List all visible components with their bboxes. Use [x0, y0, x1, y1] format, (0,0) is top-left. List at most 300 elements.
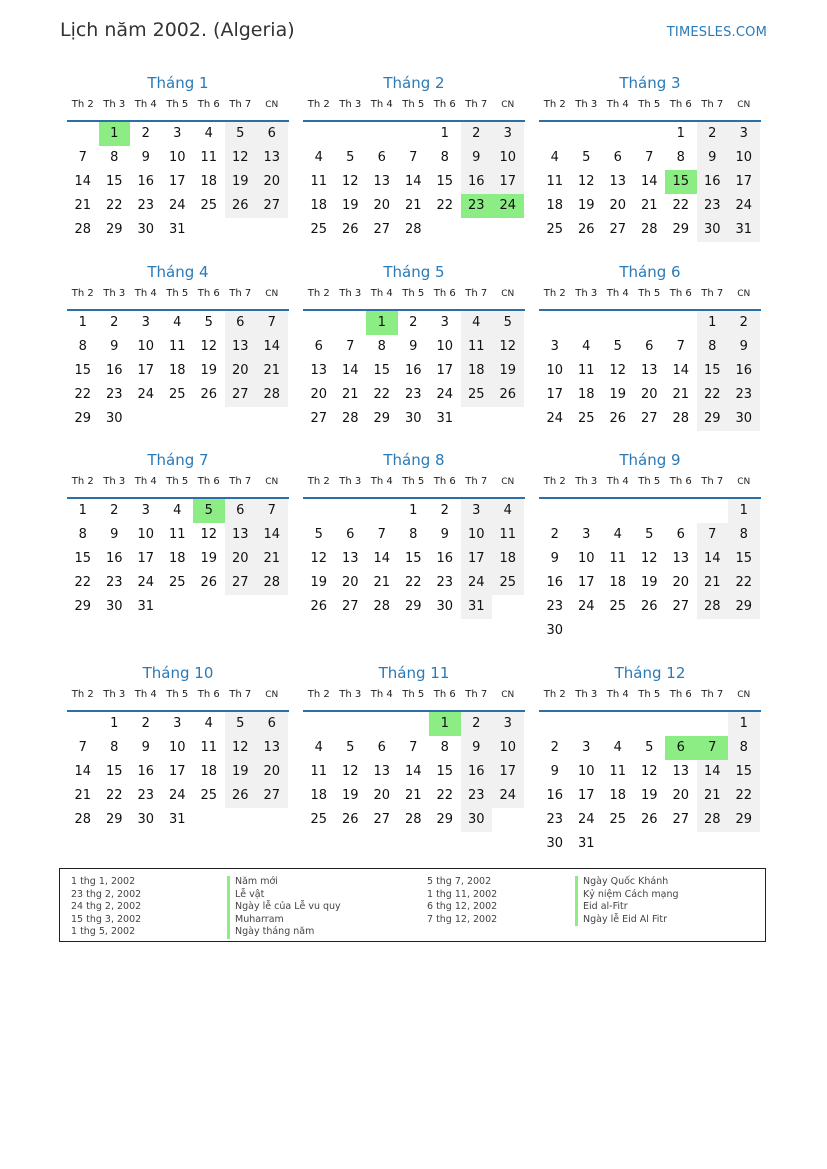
empty-day-cell — [602, 712, 634, 736]
day-cell: 6 — [377, 740, 386, 755]
weekday-label: Th 7 — [229, 689, 252, 700]
weekday-label: CN — [737, 100, 751, 110]
day-cell: 12 — [640, 764, 658, 779]
weekday-header — [539, 475, 761, 499]
empty-day-cell — [539, 122, 571, 146]
weekday-label: Th 2 — [71, 476, 94, 487]
weekday-label: Th 5 — [638, 99, 661, 110]
weekday-label: CN — [265, 690, 279, 700]
day-cell: 16 — [697, 170, 729, 194]
empty-day-cell — [665, 499, 697, 523]
calendar-week — [303, 383, 525, 407]
month-block — [303, 262, 525, 431]
empty-day-cell — [539, 499, 571, 523]
day-cell: 18 — [546, 198, 564, 213]
weekday-label: CN — [265, 100, 279, 110]
day-cell: 22 — [373, 387, 391, 402]
calendar-week — [539, 311, 761, 335]
day-cell: 4 — [314, 740, 323, 755]
day-cell: 20 — [256, 170, 288, 194]
empty-day-cell — [193, 595, 225, 619]
day-cell: 14 — [373, 551, 391, 566]
day-cell: 22 — [436, 788, 454, 803]
weekday-label: Th 3 — [103, 99, 126, 110]
day-cell: 24 — [728, 194, 760, 218]
legend-holiday-name: Năm mới — [227, 876, 341, 889]
day-cell: 28 — [74, 812, 92, 827]
holiday-day-cell: 5 — [193, 499, 225, 523]
weekday-label: CN — [265, 477, 279, 487]
empty-day-cell — [697, 619, 729, 643]
day-cell: 8 — [440, 150, 449, 165]
empty-day-cell — [335, 499, 367, 523]
day-cell: 29 — [105, 812, 123, 827]
calendar-week — [303, 808, 525, 832]
day-cell: 14 — [640, 174, 658, 189]
day-cell: 16 — [105, 363, 123, 378]
day-cell: 24 — [492, 784, 524, 808]
day-cell: 7 — [256, 311, 288, 335]
legend-date: 23 thg 2, 2002 — [71, 888, 142, 900]
empty-day-cell — [461, 218, 493, 242]
day-cell: 21 — [404, 198, 422, 213]
day-cell: 24 — [436, 387, 454, 402]
day-cell: 26 — [341, 222, 359, 237]
calendar-week — [303, 547, 525, 571]
day-cell: 19 — [609, 387, 627, 402]
day-cell: 6 — [676, 527, 685, 542]
day-cell: 30 — [697, 218, 729, 242]
day-cell: 20 — [672, 575, 690, 590]
empty-day-cell — [697, 712, 729, 736]
day-cell: 5 — [225, 122, 257, 146]
day-cell: 23 — [105, 387, 123, 402]
day-cell: 1 — [697, 311, 729, 335]
day-cell: 27 — [225, 383, 257, 407]
calendar-week — [539, 170, 761, 194]
day-cell: 31 — [137, 599, 155, 614]
day-cell: 1 — [78, 503, 87, 518]
day-cell: 29 — [74, 411, 92, 426]
day-cell: 27 — [310, 411, 328, 426]
day-cell: 27 — [341, 599, 359, 614]
day-cell: 19 — [341, 788, 359, 803]
day-cell: 11 — [546, 174, 564, 189]
legend-date: 5 thg 7, 2002 — [427, 876, 492, 887]
day-cell: 1 — [78, 315, 87, 330]
legend-holiday-name: Kỷ niệm Cách mạng — [575, 889, 679, 902]
weekday-label: Th 2 — [71, 689, 94, 700]
weekday-label: Th 4 — [370, 476, 393, 487]
calendar-week — [303, 760, 525, 784]
empty-day-cell — [697, 499, 729, 523]
day-cell: 26 — [341, 812, 359, 827]
calendar-week — [539, 499, 761, 523]
calendar-week — [67, 523, 289, 547]
day-cell: 15 — [74, 551, 92, 566]
day-cell: 21 — [74, 788, 92, 803]
day-cell: 25 — [546, 222, 564, 237]
day-cell: 6 — [256, 712, 288, 736]
day-cell: 2 — [440, 503, 449, 518]
weekday-label: Th 7 — [465, 99, 488, 110]
empty-day-cell — [571, 311, 603, 335]
day-cell: 4 — [613, 740, 622, 755]
legend-holiday-name: Muharram — [227, 914, 341, 927]
day-cell: 13 — [256, 146, 288, 170]
weekday-label: CN — [265, 289, 279, 299]
calendar-week — [539, 523, 761, 547]
weekday-label: Th 4 — [606, 689, 629, 700]
month-block — [539, 450, 761, 643]
day-cell: 4 — [173, 315, 182, 330]
month-title: Tháng 3 — [619, 74, 681, 92]
day-cell: 30 — [105, 411, 123, 426]
empty-day-cell — [398, 712, 430, 736]
day-cell: 23 — [137, 198, 155, 213]
holiday-day-cell: 7 — [697, 736, 729, 760]
empty-day-cell — [634, 499, 666, 523]
day-cell: 10 — [168, 740, 186, 755]
day-cell: 2 — [461, 122, 493, 146]
weekday-label: Th 4 — [370, 689, 393, 700]
calendar-week — [303, 571, 525, 595]
day-cell: 25 — [200, 788, 218, 803]
calendar-week — [67, 194, 289, 218]
day-cell: 4 — [492, 499, 524, 523]
day-cell: 19 — [225, 170, 257, 194]
month-block — [67, 73, 289, 242]
empty-day-cell — [571, 499, 603, 523]
weekday-label: Th 5 — [402, 689, 425, 700]
calendar-week — [67, 808, 289, 832]
legend-holiday-name: Ngày Quốc Khánh — [575, 876, 679, 889]
day-cell: 16 — [436, 551, 454, 566]
day-cell: 19 — [310, 575, 328, 590]
month-title: Tháng 12 — [614, 664, 686, 682]
legend-dates-left — [71, 876, 141, 939]
day-cell: 18 — [577, 387, 595, 402]
month-block — [539, 262, 761, 431]
empty-day-cell — [492, 407, 524, 431]
month-block — [539, 663, 761, 856]
day-cell: 27 — [225, 571, 257, 595]
day-cell: 8 — [697, 335, 729, 359]
day-cell: 2 — [141, 716, 150, 731]
empty-day-cell — [193, 218, 225, 242]
day-cell: 4 — [314, 150, 323, 165]
day-cell: 24 — [546, 411, 564, 426]
calendar-week — [303, 194, 525, 218]
day-cell: 28 — [373, 599, 391, 614]
calendar-week — [539, 194, 761, 218]
weekday-label: Th 3 — [103, 689, 126, 700]
calendar-week — [303, 712, 525, 736]
day-cell: 12 — [310, 551, 328, 566]
day-cell: 11 — [200, 150, 218, 165]
day-cell: 12 — [640, 551, 658, 566]
day-cell: 16 — [461, 170, 493, 194]
empty-day-cell — [225, 218, 257, 242]
weekday-label: Th 3 — [575, 288, 598, 299]
empty-day-cell — [602, 619, 634, 643]
day-cell: 21 — [640, 198, 658, 213]
calendar-week — [67, 760, 289, 784]
holiday-day-cell: 1 — [99, 122, 131, 146]
weekday-label: CN — [501, 690, 515, 700]
empty-day-cell — [193, 808, 225, 832]
day-cell: 15 — [697, 359, 729, 383]
day-cell: 3 — [582, 740, 591, 755]
day-cell: 9 — [697, 146, 729, 170]
day-cell: 30 — [105, 599, 123, 614]
day-cell: 15 — [404, 551, 422, 566]
day-cell: 21 — [404, 788, 422, 803]
day-cell: 11 — [461, 335, 493, 359]
calendar-week — [539, 383, 761, 407]
site-link[interactable]: TIMESLES.COM — [666, 25, 767, 40]
month-block — [67, 663, 289, 832]
day-cell: 9 — [141, 150, 150, 165]
day-cell: 30 — [404, 411, 422, 426]
day-cell: 9 — [461, 736, 493, 760]
weekday-label: Th 4 — [134, 99, 157, 110]
day-cell: 4 — [204, 126, 213, 141]
day-cell: 28 — [672, 411, 690, 426]
calendar-week — [67, 595, 289, 619]
day-cell: 31 — [436, 411, 454, 426]
day-cell: 13 — [672, 764, 690, 779]
day-cell: 7 — [676, 339, 685, 354]
day-cell: 12 — [577, 174, 595, 189]
day-cell: 8 — [676, 150, 685, 165]
day-cell: 19 — [640, 575, 658, 590]
empty-day-cell — [602, 311, 634, 335]
month-title: Tháng 11 — [378, 664, 450, 682]
day-cell: 9 — [461, 146, 493, 170]
day-cell: 24 — [137, 575, 155, 590]
day-cell: 30 — [436, 599, 454, 614]
legend-date: 1 thg 11, 2002 — [427, 888, 498, 900]
day-cell: 20 — [672, 788, 690, 803]
legend-names-right — [575, 876, 679, 926]
day-cell: 5 — [346, 150, 355, 165]
weekday-label: Th 2 — [543, 288, 566, 299]
month-block — [67, 262, 289, 431]
day-cell: 26 — [200, 387, 218, 402]
weekday-label: Th 5 — [638, 689, 661, 700]
weekday-label: Th 3 — [339, 288, 362, 299]
weekday-label: CN — [737, 477, 751, 487]
calendar-week — [67, 170, 289, 194]
day-cell: 26 — [640, 599, 658, 614]
day-cell: 12 — [225, 146, 257, 170]
day-cell: 19 — [200, 363, 218, 378]
day-cell: 17 — [436, 363, 454, 378]
weekday-label: Th 4 — [134, 288, 157, 299]
calendar-week — [67, 311, 289, 335]
weekday-label: CN — [501, 100, 515, 110]
empty-day-cell — [303, 122, 335, 146]
weekday-label: Th 6 — [669, 689, 692, 700]
weekday-label: CN — [501, 477, 515, 487]
day-cell: 24 — [137, 387, 155, 402]
empty-day-cell — [665, 712, 697, 736]
day-cell: 4 — [550, 150, 559, 165]
calendar-week — [539, 784, 761, 808]
weekday-label: Th 3 — [575, 476, 598, 487]
calendar-week — [303, 146, 525, 170]
day-cell: 14 — [697, 547, 729, 571]
day-cell: 28 — [697, 595, 729, 619]
day-cell: 3 — [173, 126, 182, 141]
legend-names-left — [227, 876, 341, 939]
weekday-label: Th 6 — [197, 689, 220, 700]
day-cell: 16 — [137, 174, 155, 189]
weekday-label: Th 7 — [701, 99, 724, 110]
calendar-week — [303, 784, 525, 808]
day-cell: 29 — [728, 808, 760, 832]
day-cell: 13 — [672, 551, 690, 566]
day-cell: 14 — [74, 174, 92, 189]
weekday-label: Th 7 — [465, 689, 488, 700]
day-cell: 25 — [168, 387, 186, 402]
day-cell: 21 — [74, 198, 92, 213]
calendar-week — [539, 547, 761, 571]
calendar-week — [539, 218, 761, 242]
empty-day-cell — [697, 832, 729, 856]
empty-day-cell — [492, 218, 524, 242]
day-cell: 3 — [173, 716, 182, 731]
day-cell: 1 — [110, 716, 119, 731]
empty-day-cell — [539, 712, 571, 736]
day-cell: 2 — [550, 527, 559, 542]
day-cell: 28 — [74, 222, 92, 237]
day-cell: 29 — [728, 595, 760, 619]
day-cell: 27 — [672, 812, 690, 827]
day-cell: 19 — [577, 198, 595, 213]
weekday-label: Th 7 — [465, 476, 488, 487]
weekday-label: Th 2 — [71, 288, 94, 299]
day-cell: 25 — [168, 575, 186, 590]
day-cell: 23 — [697, 194, 729, 218]
weekday-label: Th 5 — [638, 288, 661, 299]
weekday-label: Th 6 — [669, 288, 692, 299]
day-cell: 2 — [550, 740, 559, 755]
month-title: Tháng 4 — [147, 263, 209, 281]
day-cell: 23 — [105, 575, 123, 590]
day-cell: 17 — [728, 170, 760, 194]
calendar-week — [67, 359, 289, 383]
weekday-header — [303, 688, 525, 712]
day-cell: 11 — [577, 363, 595, 378]
day-cell: 30 — [137, 222, 155, 237]
weekday-label: Th 5 — [402, 288, 425, 299]
day-cell: 21 — [341, 387, 359, 402]
day-cell: 2 — [110, 315, 119, 330]
day-cell: 15 — [105, 764, 123, 779]
day-cell: 5 — [204, 315, 213, 330]
day-cell: 8 — [377, 339, 386, 354]
empty-day-cell — [665, 832, 697, 856]
day-cell: 22 — [728, 784, 760, 808]
empty-day-cell — [225, 808, 257, 832]
day-cell: 11 — [609, 551, 627, 566]
day-cell: 10 — [577, 764, 595, 779]
day-cell: 10 — [137, 339, 155, 354]
day-cell: 26 — [577, 222, 595, 237]
day-cell: 30 — [461, 808, 493, 832]
empty-day-cell — [571, 619, 603, 643]
day-cell: 20 — [225, 547, 257, 571]
day-cell: 29 — [74, 599, 92, 614]
day-cell: 17 — [168, 764, 186, 779]
day-cell: 22 — [672, 198, 690, 213]
calendar-week — [303, 311, 525, 335]
day-cell: 13 — [225, 523, 257, 547]
day-cell: 19 — [225, 760, 257, 784]
empty-day-cell — [571, 122, 603, 146]
day-cell: 2 — [409, 315, 418, 330]
day-cell: 17 — [492, 170, 524, 194]
day-cell: 23 — [728, 383, 760, 407]
calendar-week — [539, 359, 761, 383]
weekday-label: Th 5 — [638, 476, 661, 487]
calendar-week — [539, 407, 761, 431]
calendar-week — [67, 784, 289, 808]
month-title: Tháng 7 — [147, 451, 209, 469]
day-cell: 20 — [341, 575, 359, 590]
empty-day-cell — [634, 311, 666, 335]
weekday-header — [303, 98, 525, 122]
day-cell: 3 — [492, 122, 524, 146]
weekday-label: Th 4 — [134, 476, 157, 487]
day-cell: 15 — [74, 363, 92, 378]
day-cell: 22 — [74, 387, 92, 402]
weekday-label: Th 6 — [433, 288, 456, 299]
day-cell: 17 — [492, 760, 524, 784]
weekday-label: Th 5 — [402, 99, 425, 110]
day-cell: 10 — [461, 523, 493, 547]
weekday-label: Th 3 — [103, 288, 126, 299]
empty-day-cell — [67, 712, 99, 736]
day-cell: 18 — [461, 359, 493, 383]
day-cell: 7 — [377, 527, 386, 542]
day-cell: 3 — [550, 339, 559, 354]
calendar-week — [67, 736, 289, 760]
day-cell: 27 — [373, 812, 391, 827]
day-cell: 31 — [577, 836, 595, 851]
calendar-week — [539, 146, 761, 170]
day-cell: 5 — [582, 150, 591, 165]
day-cell: 13 — [373, 764, 391, 779]
weekday-header — [67, 98, 289, 122]
calendar-week — [303, 736, 525, 760]
day-cell: 27 — [672, 599, 690, 614]
day-cell: 13 — [310, 363, 328, 378]
day-cell: 14 — [256, 335, 288, 359]
empty-day-cell — [193, 407, 225, 431]
day-cell: 16 — [461, 760, 493, 784]
day-cell: 4 — [204, 716, 213, 731]
day-cell: 13 — [225, 335, 257, 359]
day-cell: 18 — [200, 764, 218, 779]
day-cell: 28 — [697, 808, 729, 832]
weekday-label: Th 7 — [701, 288, 724, 299]
day-cell: 17 — [577, 788, 595, 803]
calendar-week — [303, 499, 525, 523]
empty-day-cell — [602, 499, 634, 523]
